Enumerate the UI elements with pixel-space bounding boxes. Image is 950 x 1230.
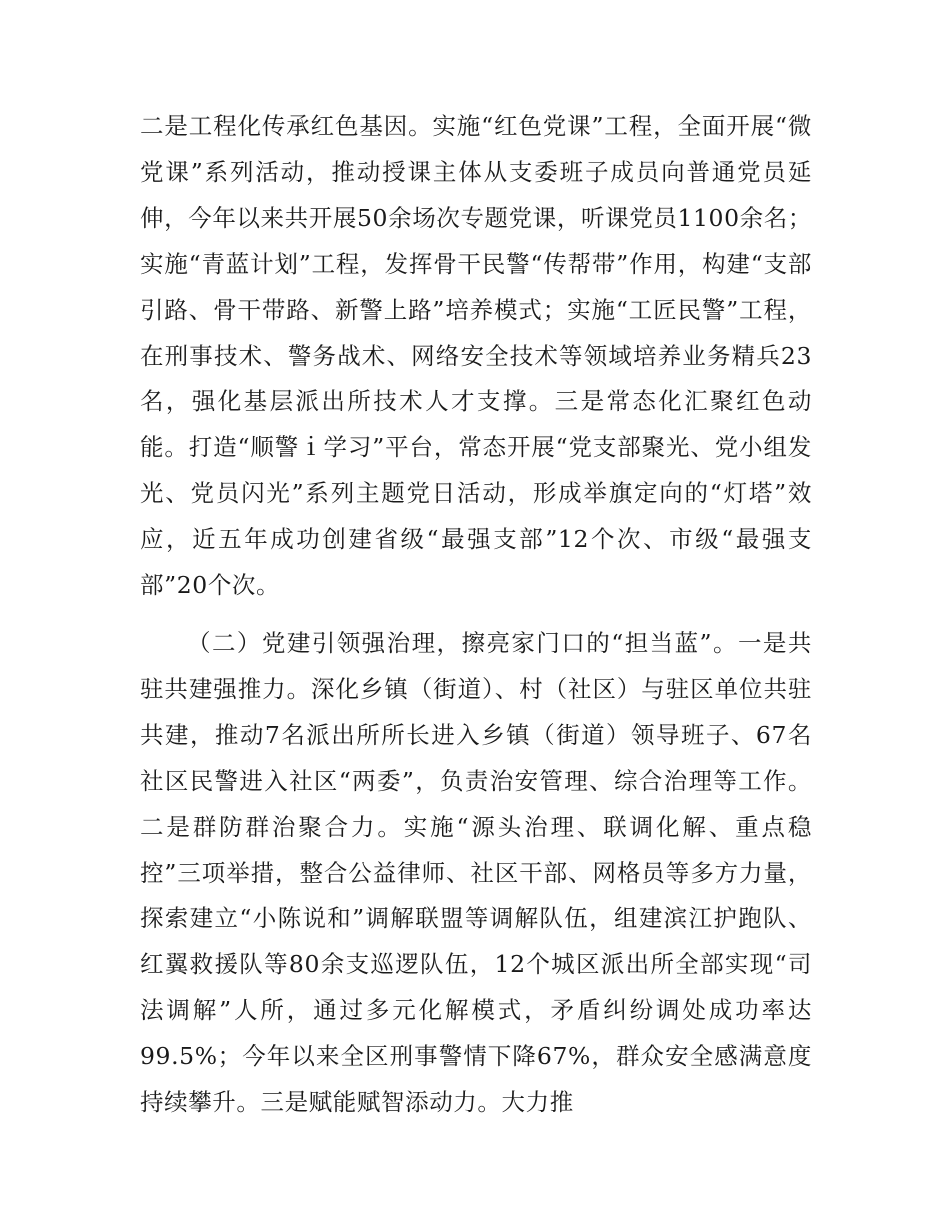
paragraph-governance: （二）党建引领强治理，擦亮家门口的“担当蓝”。一是共驻共建强推力。深化乡镇（街道）、村（社区）与驻区单位共驻共建，推动7名派出所所长进入乡镇（街道）领导班子、67名社区民警进入社区“两委”，负责治安管理、综合治理等工作。二是群防群治聚合力。实施“源头治理、联调化解、重点稳控”三项举措，整合公益律师、社区干部、网格员等多方力量，探索建立“小陈说和”调解联盟等调解队伍，组建滨江护跑队、红翼救援队等80余支巡逻队伍，12个城区派出所全部实现“司法调解”人所，通过多元化解模式，矛盾纠纷调处成功率达99.5%；今年以来全区刑事警情下降67%，群众安全感满意度持续攀升。三是赋能赋智添动力。大力推: [140, 628, 812, 1117]
paragraph-red-gene: 二是工程化传承红色基因。实施“红色党课”工程，全面开展“微党课”系列活动，推动授课主体从支委班子成员向普通党员延伸，今年以来共开展50余场次专题党课，听课党员1100余名；实施“青蓝计划”工程，发挥骨干民警“传帮带”作用，构建“支部引路、骨干带路、新警上路”培养模式；实施“工匠民警”工程，在刑事技术、警务战术、网络安全技术等领域培养业务精兵23名，强化基层派出所技术人才支撑。三是常态化汇聚红色动能。打造“顺警ｉ学习”平台，常态开展“党支部聚光、党小组发光、党员闪光”系列主题党日活动，形成举旗定向的“灯塔”效应，近五年成功创建省级“最强支部”12个次、市级“最强支部”20个次。: [140, 112, 812, 600]
document-page: [140, 104, 812, 1126]
